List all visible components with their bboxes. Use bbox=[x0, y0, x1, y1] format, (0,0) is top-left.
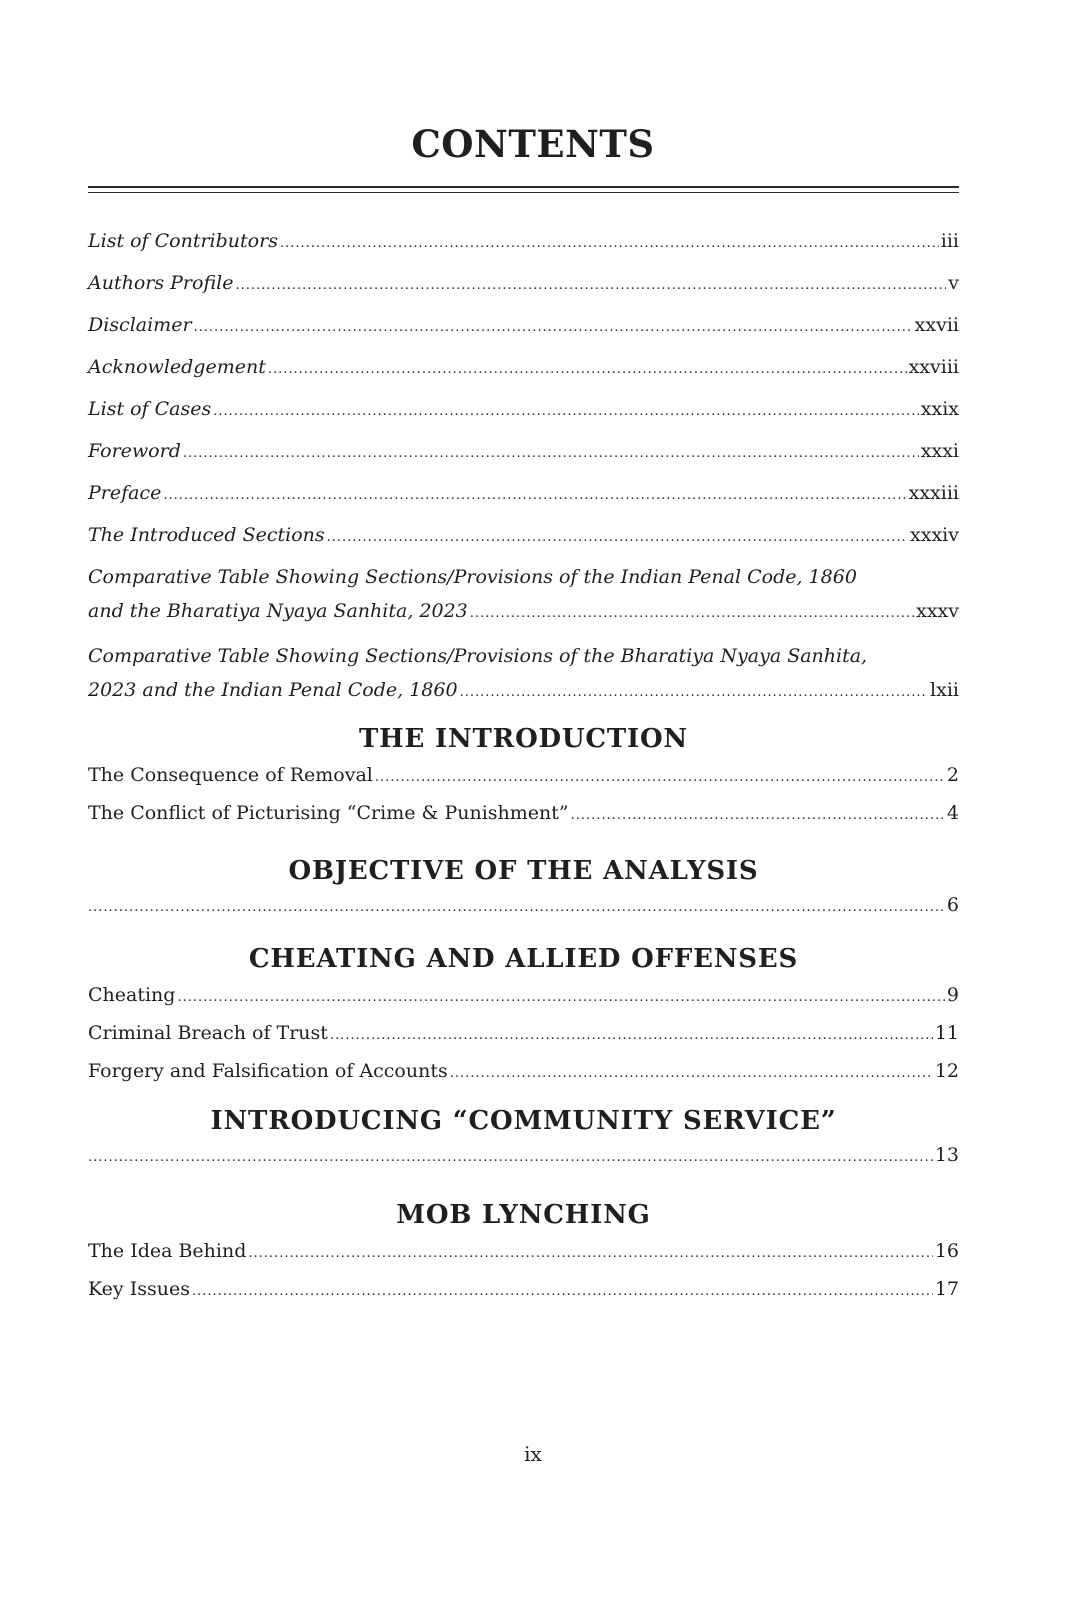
toc-entry-comparative-table-bns-ipc[interactable] bbox=[88, 639, 959, 710]
toc-entry-label: Key Issues bbox=[88, 1278, 190, 1300]
toc-entry-preface[interactable] bbox=[88, 476, 959, 518]
toc-entry-label: Forgery and Falsification of Accounts bbox=[88, 1060, 448, 1082]
section-heading: OBJECTIVE OF THE ANALYSIS bbox=[288, 856, 759, 886]
toc-entry-label: Disclaimer bbox=[88, 314, 192, 336]
dot-leader bbox=[192, 1275, 933, 1309]
toc-entry-foreword[interactable] bbox=[88, 434, 959, 476]
toc-entry-page: xxxiv bbox=[910, 524, 959, 546]
toc-entry-page: 4 bbox=[946, 802, 959, 824]
dot-leader bbox=[460, 676, 928, 710]
dot-leader bbox=[450, 1057, 933, 1091]
toc-entry-acknowledgement[interactable] bbox=[88, 350, 959, 392]
toc-entry-page: xxix bbox=[920, 398, 959, 420]
dot-leader bbox=[268, 353, 907, 387]
dot-leader bbox=[88, 1141, 933, 1175]
toc-entry-page: 12 bbox=[934, 1060, 959, 1082]
title-rule-thick bbox=[88, 186, 959, 188]
front-matter-list bbox=[88, 224, 959, 710]
toc-entry-comparative-table-ipc-bns[interactable] bbox=[88, 560, 959, 631]
toc-entry-community-service[interactable] bbox=[88, 1138, 959, 1176]
dot-leader bbox=[194, 311, 913, 345]
section-the-introduction bbox=[88, 724, 959, 834]
section-mob-lynching bbox=[88, 1200, 959, 1310]
toc-entry-page: xxxv bbox=[916, 600, 959, 622]
toc-entry-label-line2: and the Bharatiya Nyaya Sanhita, 2023 bbox=[88, 600, 468, 622]
toc-entry-page: lxii bbox=[930, 679, 959, 701]
toc-entry-label-line1: Comparative Table Showing Sections/Provisions of the Indian Penal Code, 1860 bbox=[88, 566, 857, 588]
page-number: ix bbox=[524, 1442, 542, 1466]
toc-entry-page: 9 bbox=[946, 984, 959, 1006]
section-heading: INTRODUCING “COMMUNITY SERVICE” bbox=[210, 1106, 837, 1136]
dot-leader bbox=[213, 395, 919, 429]
dot-leader bbox=[248, 1237, 932, 1271]
toc-entry-label: The Conflict of Picturising “Crime & Punishment” bbox=[88, 802, 569, 824]
toc-entry-page: 13 bbox=[934, 1144, 959, 1166]
dot-leader bbox=[571, 799, 945, 833]
toc-entry-page: 17 bbox=[934, 1278, 959, 1300]
page-title: CONTENTS bbox=[411, 122, 655, 166]
dot-leader bbox=[235, 269, 946, 303]
toc-entry-page: iii bbox=[940, 230, 959, 252]
dot-leader bbox=[183, 437, 919, 471]
toc-entry-label: The Consequence of Removal bbox=[88, 764, 373, 786]
toc-entry-list-of-contributors[interactable] bbox=[88, 224, 959, 266]
table-of-contents bbox=[88, 224, 959, 1310]
toc-entry-line2 bbox=[88, 594, 959, 631]
toc-entry-label: List of Cases bbox=[88, 398, 212, 420]
toc-entry-page: xxxiii bbox=[908, 482, 959, 504]
toc-entry-label: The Idea Behind bbox=[88, 1240, 247, 1262]
toc-entry-label: Criminal Breach of Trust bbox=[88, 1022, 328, 1044]
toc-entry-consequence-of-removal[interactable] bbox=[88, 758, 959, 796]
dot-leader bbox=[327, 521, 908, 555]
toc-entry-label: Cheating bbox=[88, 984, 176, 1006]
dot-leader bbox=[163, 479, 906, 513]
toc-entry-line2 bbox=[88, 673, 959, 710]
section-community-service bbox=[88, 1106, 959, 1176]
dot-leader bbox=[88, 891, 945, 925]
toc-entry-label: Acknowledgement bbox=[88, 356, 266, 378]
section-heading: CHEATING AND ALLIED OFFENSES bbox=[248, 944, 799, 974]
toc-entry-label-line2: 2023 and the Indian Penal Code, 1860 bbox=[88, 679, 458, 701]
toc-entry-page: 6 bbox=[946, 894, 959, 916]
dot-leader bbox=[177, 981, 944, 1015]
toc-entry-idea-behind[interactable] bbox=[88, 1234, 959, 1272]
toc-entry-objective[interactable] bbox=[88, 888, 959, 926]
title-rule-thin bbox=[88, 192, 959, 193]
dot-leader bbox=[280, 227, 939, 261]
toc-entry-introduced-sections[interactable] bbox=[88, 518, 959, 560]
toc-entry-disclaimer[interactable] bbox=[88, 308, 959, 350]
toc-entry-page: 16 bbox=[934, 1240, 959, 1262]
toc-entry-page: xxvii bbox=[914, 314, 959, 336]
section-objective-of-analysis bbox=[88, 856, 959, 926]
toc-entry-cheating[interactable] bbox=[88, 978, 959, 1016]
toc-entry-criminal-breach-of-trust[interactable] bbox=[88, 1016, 959, 1054]
toc-entry-label: Authors Profile bbox=[88, 272, 234, 294]
toc-entry-label: List of Contributors bbox=[88, 230, 278, 252]
toc-entry-conflict-of-picturising[interactable] bbox=[88, 796, 959, 834]
toc-entry-page: v bbox=[948, 272, 959, 294]
toc-entry-page: 2 bbox=[946, 764, 959, 786]
section-heading: THE INTRODUCTION bbox=[359, 724, 688, 754]
dot-leader bbox=[470, 597, 914, 631]
section-heading: MOB LYNCHING bbox=[396, 1200, 651, 1230]
toc-entry-page: xxxi bbox=[920, 440, 959, 462]
toc-entry-label-line1: Comparative Table Showing Sections/Provisions of the Bharatiya Nyaya Sanhita, bbox=[88, 645, 868, 667]
toc-entry-key-issues[interactable] bbox=[88, 1272, 959, 1310]
toc-entry-label: Preface bbox=[88, 482, 162, 504]
toc-entry-label: Foreword bbox=[88, 440, 181, 462]
toc-entry-authors-profile[interactable] bbox=[88, 266, 959, 308]
toc-entry-list-of-cases[interactable] bbox=[88, 392, 959, 434]
section-cheating-allied-offenses bbox=[88, 944, 959, 1092]
toc-entry-label: The Introduced Sections bbox=[88, 524, 325, 546]
dot-leader bbox=[330, 1019, 933, 1053]
toc-entry-page: 11 bbox=[934, 1022, 959, 1044]
dot-leader bbox=[375, 761, 945, 795]
toc-entry-page: xxviii bbox=[908, 356, 959, 378]
toc-entry-forgery[interactable] bbox=[88, 1054, 959, 1092]
